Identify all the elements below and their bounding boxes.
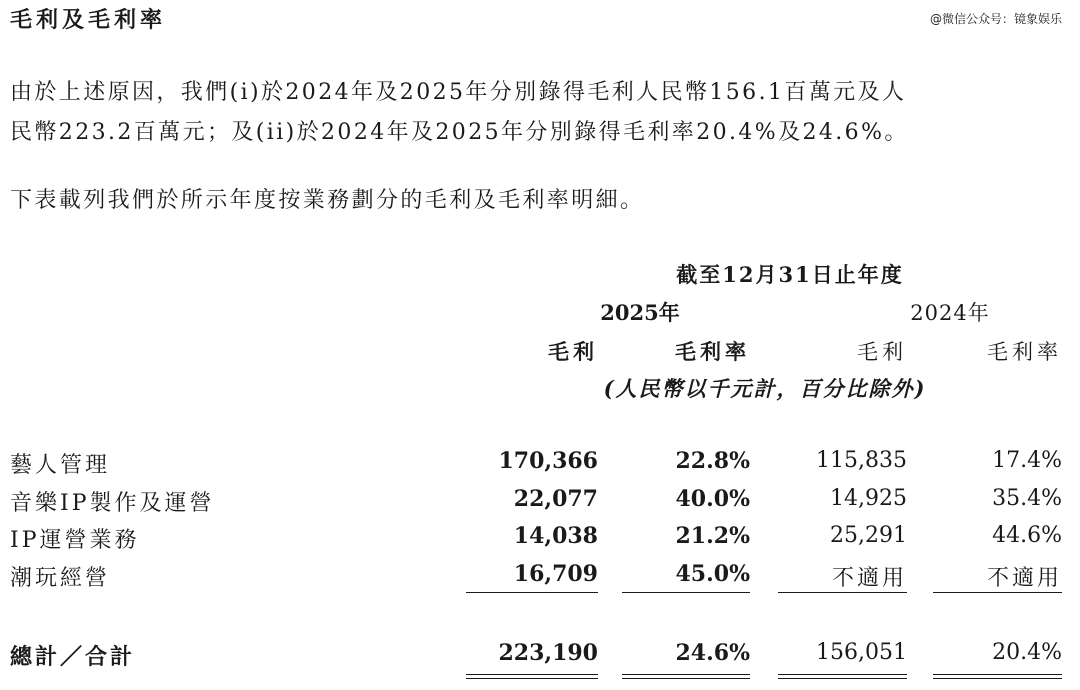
cell-margin-2024: 44.6% [992, 523, 1062, 548]
col-margin-2025: 毛利率 [675, 339, 750, 364]
paragraph-2: 下表載列我們於所示年度按業務劃分的毛利及毛利率明細。 [10, 188, 645, 213]
row-label-artist-management: 藝人管理 [10, 453, 111, 478]
cell-total-gp-2025: 223,190 [498, 640, 598, 666]
cell-total-gp-2024: 156,051 [816, 640, 907, 665]
paragraph-1-line-2: 民幣223.2百萬元；及(ii)於2024年及2025年分別錄得毛利率20.4%及24.6%。 [10, 120, 909, 145]
paragraph-1-line-1: 由於上述原因，我們(i)於2024年及2025年分別錄得毛利人民幣156.1百萬元及人 [10, 80, 907, 105]
subtotal-rule [778, 592, 907, 593]
subtotal-rule [466, 592, 598, 593]
cell-gp-2024: 25,291 [830, 523, 907, 548]
cell-gp-2025: 170,366 [498, 448, 598, 474]
unit-note: (人民幣以千元計，百分比除外) [603, 376, 927, 401]
total-double-rule [622, 674, 750, 679]
cell-margin-2024: 17.4% [992, 448, 1062, 473]
watermark-text: @微信公众号：镜象娱乐 [929, 12, 1062, 26]
row-label-trendy-toys: 潮玩經營 [10, 566, 111, 591]
cell-gp-2025: 22,077 [513, 486, 598, 512]
cell-gp-2025: 14,038 [513, 523, 598, 549]
cell-gp-2025: 16,709 [513, 561, 598, 587]
cell-margin-2025: 21.2% [675, 523, 750, 549]
subtotal-rule [622, 592, 750, 593]
year-2024-header: 2024年 [910, 301, 990, 325]
section-heading: 毛利及毛利率 [10, 7, 167, 33]
cell-margin-2024: 不適用 [986, 566, 1062, 591]
cell-margin-2025: 22.8% [675, 448, 750, 474]
cell-gp-2024: 14,925 [830, 486, 907, 511]
cell-total-margin-2025: 24.6% [675, 640, 750, 666]
year-2025-header: 2025年 [600, 300, 680, 325]
total-double-rule [778, 674, 907, 679]
col-margin-2024: 毛利率 [987, 340, 1062, 364]
total-double-rule [466, 674, 598, 679]
col-gross-profit-2024: 毛利 [857, 340, 907, 364]
period-header: 截至12月31日止年度 [676, 262, 904, 287]
row-label-music-ip: 音樂IP製作及運營 [10, 491, 215, 516]
cell-margin-2025: 45.0% [675, 561, 750, 587]
row-label-ip-operations: IP運營業務 [10, 528, 140, 553]
cell-gp-2024: 115,835 [816, 448, 907, 473]
cell-margin-2024: 35.4% [992, 486, 1062, 511]
cell-gp-2024: 不適用 [831, 566, 907, 591]
total-double-rule [933, 674, 1062, 679]
subtotal-rule [933, 592, 1062, 593]
row-label-total: 總計／合計 [10, 644, 136, 670]
cell-total-margin-2024: 20.4% [992, 640, 1062, 665]
col-gross-profit-2025: 毛利 [548, 339, 598, 364]
cell-margin-2025: 40.0% [675, 486, 750, 512]
